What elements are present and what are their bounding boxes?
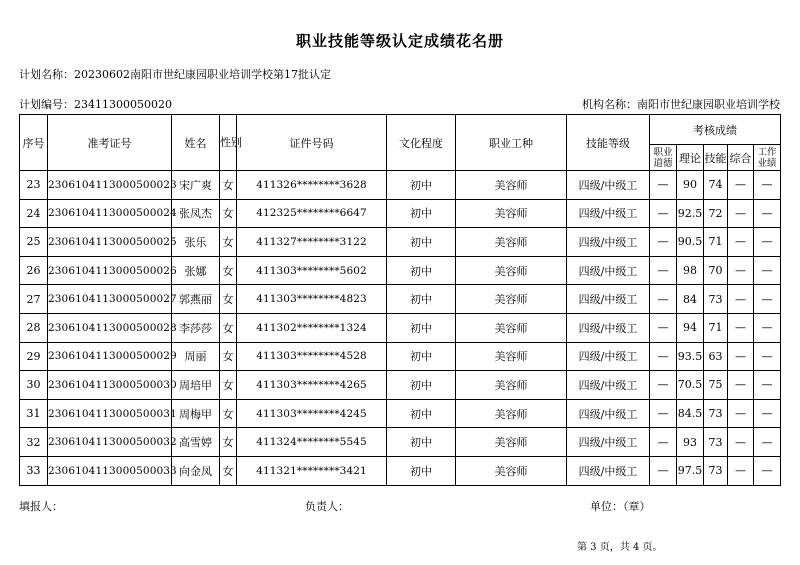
header-skill: 技能 [704,145,728,171]
row-skill-score: 71 [704,228,728,257]
row-overall-score: — [728,199,754,228]
row-theory-score: 70.5 [677,371,704,400]
row-skill-score: 71 [704,313,728,342]
row-id-number: 411327********3122 [237,228,387,257]
row-education: 初中 [387,399,456,428]
header-gender: 性别 [220,115,237,171]
row-ticket-number: 2306104113000500030 [48,371,172,400]
row-occupation: 美容师 [456,171,567,200]
row-overall-score: — [728,371,754,400]
header-ethics: 职业道德 [650,145,677,171]
row-skill-level: 四级/中级工 [567,399,650,428]
row-ticket-number: 2306104113000500027 [48,285,172,314]
row-skill-score: 73 [704,285,728,314]
row-skill-score: 74 [704,171,728,200]
row-skill-level: 四级/中级工 [567,256,650,285]
row-gender: 女 [220,199,237,228]
row-gender: 女 [220,456,237,485]
row-overall-score: — [728,285,754,314]
row-skill-level: 四级/中级工 [567,371,650,400]
responsible-label: 负责人： [305,500,349,513]
institution-name: 机构名称：南阳市世纪康园职业培训学校 [582,98,780,111]
table-row [20,285,781,314]
row-education: 初中 [387,228,456,257]
row-skill-level: 四级/中级工 [567,313,650,342]
row-ethics-score: — [650,428,677,457]
header-occupation: 职业工种 [456,115,567,171]
row-seq: 25 [20,228,48,257]
row-education: 初中 [387,199,456,228]
row-id-number: 411326********3628 [237,171,387,200]
row-gender: 女 [220,399,237,428]
row-occupation: 美容师 [456,399,567,428]
table-row [20,171,781,200]
row-seq: 29 [20,342,48,371]
row-overall-score: — [728,256,754,285]
row-occupation: 美容师 [456,456,567,485]
table-row [20,256,781,285]
row-theory-score: 84.5 [677,399,704,428]
header-seq: 序号 [20,115,48,171]
row-theory-score: 94 [677,313,704,342]
row-overall-score: — [728,428,754,457]
row-seq: 23 [20,171,48,200]
row-work-performance: — [754,371,781,400]
table-row [20,228,781,257]
row-occupation: 美容师 [456,313,567,342]
row-skill-score: 75 [704,371,728,400]
header-education: 文化程度 [387,115,456,171]
row-ticket-number: 2306104113000500025 [48,228,172,257]
row-ethics-score: — [650,171,677,200]
row-id-number: 411303********4528 [237,342,387,371]
header-name: 姓名 [172,115,220,171]
plan-name: 计划名称：20230602南阳市世纪康园职业培训学校第17批认定 [19,68,331,81]
row-gender: 女 [220,228,237,257]
row-id-number: 411303********4823 [237,285,387,314]
plan-number: 计划编号：23411300050020 [19,98,172,111]
row-ethics-score: — [650,342,677,371]
row-theory-score: 93.5 [677,342,704,371]
row-name: 向金凤 [172,456,220,485]
row-theory-score: 84 [677,285,704,314]
row-name: 张娜 [172,256,220,285]
row-theory-score: 90.5 [677,228,704,257]
row-ticket-number: 2306104113000500032 [48,428,172,457]
row-id-number: 411321********3421 [237,456,387,485]
row-education: 初中 [387,313,456,342]
row-ethics-score: — [650,371,677,400]
row-ethics-score: — [650,228,677,257]
score-roster-table [19,114,781,486]
row-name: 李莎莎 [172,313,220,342]
row-theory-score: 90 [677,171,704,200]
row-seq: 32 [20,428,48,457]
row-name: 周丽 [172,342,220,371]
row-ticket-number: 2306104113000500029 [48,342,172,371]
row-seq: 31 [20,399,48,428]
row-ticket-number: 2306104113000500023 [48,171,172,200]
header-theory: 理论 [677,145,704,171]
row-education: 初中 [387,456,456,485]
row-skill-score: 73 [704,456,728,485]
table-row [20,428,781,457]
row-ticket-number: 2306104113000500031 [48,399,172,428]
row-education: 初中 [387,371,456,400]
row-ethics-score: — [650,285,677,314]
row-id-number: 411303********4265 [237,371,387,400]
row-seq: 26 [20,256,48,285]
header-ticket: 准考证号 [48,115,172,171]
header-work-performance: 工作业绩 [754,145,781,171]
row-occupation: 美容师 [456,428,567,457]
row-ticket-number: 2306104113000500028 [48,313,172,342]
row-skill-score: 72 [704,199,728,228]
row-gender: 女 [220,342,237,371]
row-skill-score: 63 [704,342,728,371]
row-overall-score: — [728,342,754,371]
header-id-number: 证件号码 [237,115,387,171]
unit-seal-label: 单位：（章） [590,500,651,513]
row-theory-score: 97.5 [677,456,704,485]
row-skill-level: 四级/中级工 [567,456,650,485]
row-id-number: 411302********1324 [237,313,387,342]
row-work-performance: — [754,285,781,314]
row-education: 初中 [387,171,456,200]
row-ethics-score: — [650,313,677,342]
row-skill-score: 73 [704,399,728,428]
row-name: 高雪婷 [172,428,220,457]
row-name: 周梅甲 [172,399,220,428]
table-row [20,342,781,371]
row-ticket-number: 2306104113000500026 [48,256,172,285]
row-occupation: 美容师 [456,228,567,257]
row-skill-score: 73 [704,428,728,457]
row-seq: 27 [20,285,48,314]
row-skill-level: 四级/中级工 [567,199,650,228]
row-ethics-score: — [650,456,677,485]
table-row [20,371,781,400]
row-gender: 女 [220,256,237,285]
row-work-performance: — [754,256,781,285]
row-name: 张凤杰 [172,199,220,228]
row-ethics-score: — [650,256,677,285]
row-overall-score: — [728,313,754,342]
page-title: 职业技能等级认定成绩花名册 [295,32,504,50]
row-seq: 24 [20,199,48,228]
row-skill-level: 四级/中级工 [567,285,650,314]
row-skill-level: 四级/中级工 [567,171,650,200]
row-theory-score: 98 [677,256,704,285]
row-ethics-score: — [650,199,677,228]
row-skill-level: 四级/中级工 [567,342,650,371]
header-level: 技能等级 [567,115,650,171]
row-work-performance: — [754,342,781,371]
row-theory-score: 93 [677,428,704,457]
page-indicator: 第 3 页，共 4 页。 [577,542,663,553]
row-skill-level: 四级/中级工 [567,228,650,257]
row-name: 周培甲 [172,371,220,400]
row-seq: 28 [20,313,48,342]
row-education: 初中 [387,342,456,371]
row-seq: 30 [20,371,48,400]
row-occupation: 美容师 [456,256,567,285]
row-theory-score: 92.5 [677,199,704,228]
row-occupation: 美容师 [456,285,567,314]
row-name: 郭燕丽 [172,285,220,314]
row-overall-score: — [728,399,754,428]
row-occupation: 美容师 [456,199,567,228]
row-work-performance: — [754,399,781,428]
row-ethics-score: — [650,399,677,428]
row-id-number: 411303********5602 [237,256,387,285]
row-education: 初中 [387,256,456,285]
row-name: 宋广爽 [172,171,220,200]
row-education: 初中 [387,285,456,314]
header-overall: 综合 [728,145,754,171]
row-occupation: 美容师 [456,371,567,400]
row-work-performance: — [754,171,781,200]
row-work-performance: — [754,199,781,228]
row-seq: 33 [20,456,48,485]
row-work-performance: — [754,428,781,457]
row-overall-score: — [728,228,754,257]
row-gender: 女 [220,285,237,314]
row-gender: 女 [220,313,237,342]
table-row [20,456,781,485]
filler-label: 填报人： [19,500,63,513]
row-occupation: 美容师 [456,342,567,371]
row-overall-score: — [728,171,754,200]
row-skill-score: 70 [704,256,728,285]
row-id-number: 412325********6647 [237,199,387,228]
row-education: 初中 [387,428,456,457]
row-gender: 女 [220,371,237,400]
row-gender: 女 [220,171,237,200]
row-gender: 女 [220,428,237,457]
row-ticket-number: 2306104113000500024 [48,199,172,228]
row-id-number: 411303********4245 [237,399,387,428]
row-id-number: 411324********5545 [237,428,387,457]
header-scores-group: 考核成绩 [650,115,781,145]
row-ticket-number: 2306104113000500033 [48,456,172,485]
row-work-performance: — [754,313,781,342]
row-name: 张乐 [172,228,220,257]
row-work-performance: — [754,456,781,485]
row-overall-score: — [728,456,754,485]
table-row [20,199,781,228]
row-work-performance: — [754,228,781,257]
table-row [20,399,781,428]
row-skill-level: 四级/中级工 [567,428,650,457]
table-row [20,313,781,342]
